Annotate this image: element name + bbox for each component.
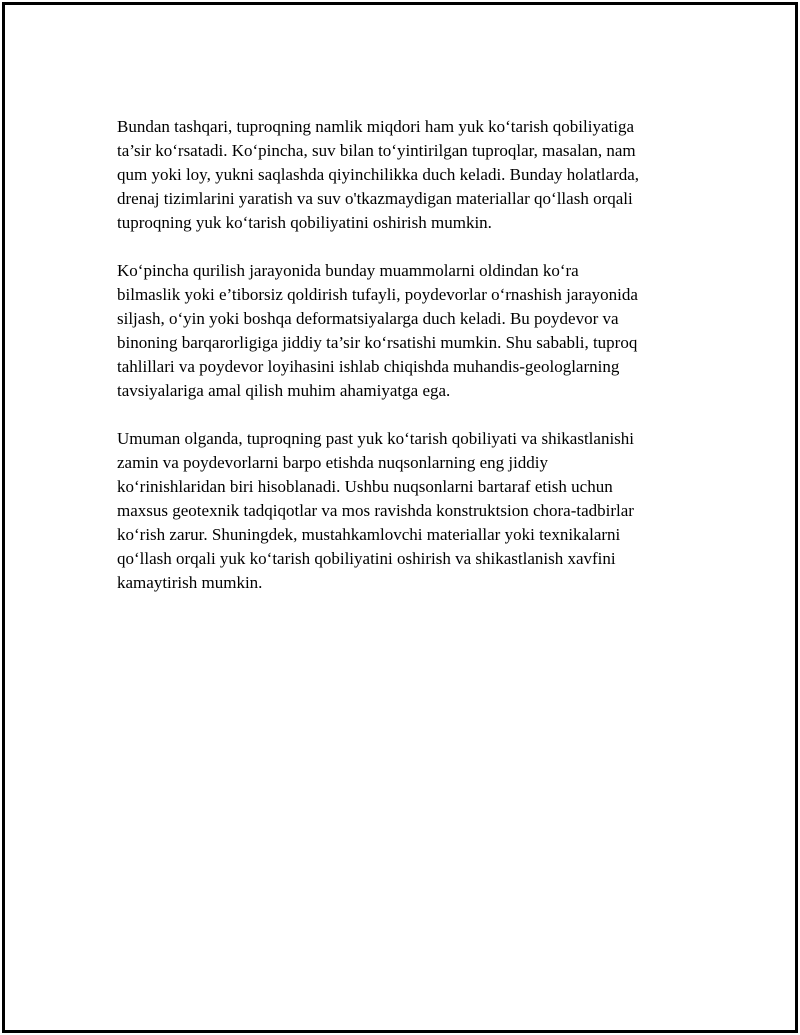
text-line: qum yoki loy, yukni saqlashda qiyinchilikka duch keladi. Bunday holatlarda, — [117, 165, 640, 184]
paragraph-1 — [117, 115, 692, 235]
text-line: siljash, o‘yin yoki boshqa deformatsiyalarga duch keladi. Bu poydevor va — [117, 309, 619, 328]
paragraph-3 — [117, 427, 692, 595]
text-line: kamaytirish mumkin. — [117, 573, 263, 592]
text-line: Ko‘pincha qurilish jarayonida bunday muammolarni oldindan ko‘ra — [117, 261, 579, 280]
paragraph-2 — [117, 259, 692, 403]
text-line: qo‘llash orqali yuk ko‘tarish qobiliyatini oshirish va shikastlanish xavfini — [117, 549, 616, 568]
text-line: bilmaslik yoki e’tiborsiz qoldirish tufayli, poydevorlar o‘rnashish jarayonida — [117, 285, 638, 304]
text-line: ta’sir ko‘rsatadi. Ko‘pincha, suv bilan to‘yintirilgan tuproqlar, masalan, nam — [117, 141, 636, 160]
text-line: Umuman olganda, tuproqning past yuk ko‘tarish qobiliyati va shikastlanishi — [117, 429, 635, 448]
text-line: zamin va poydevorlarni barpo etishda nuqsonlarning eng jiddiy — [117, 453, 549, 472]
document-body — [117, 115, 692, 619]
text-line: ko‘rinishlaridan biri hisoblanadi. Ushbu nuqsonlarni bartaraf etish uchun — [117, 477, 613, 496]
text-line: tahlillari va poydevor loyihasini ishlab chiqishda muhandis-geologlarning — [117, 357, 620, 376]
text-line: Bundan tashqari, tuproqning namlik miqdori ham yuk ko‘tarish qobiliyatiga — [117, 117, 635, 136]
text-line: ko‘rish zarur. Shuningdek, mustahkamlovchi materiallar yoki texnikalarni — [117, 525, 621, 544]
text-line: tavsiyalariga amal qilish muhim ahamiyatga ega. — [117, 381, 451, 400]
text-line: maxsus geotexnik tadqiqotlar va mos ravishda konstruktsion chora-tadbirlar — [117, 501, 634, 520]
text-line: binoning barqarorligiga jiddiy ta’sir ko‘rsatishi mumkin. Shu sababli, tuproq — [117, 333, 638, 352]
text-line: tuproqning yuk ko‘tarish qobiliyatini oshirish mumkin. — [117, 213, 492, 232]
text-line: drenaj tizimlarini yaratish va suv o'tkazmaydigan materiallar qo‘llash orqali — [117, 189, 633, 208]
